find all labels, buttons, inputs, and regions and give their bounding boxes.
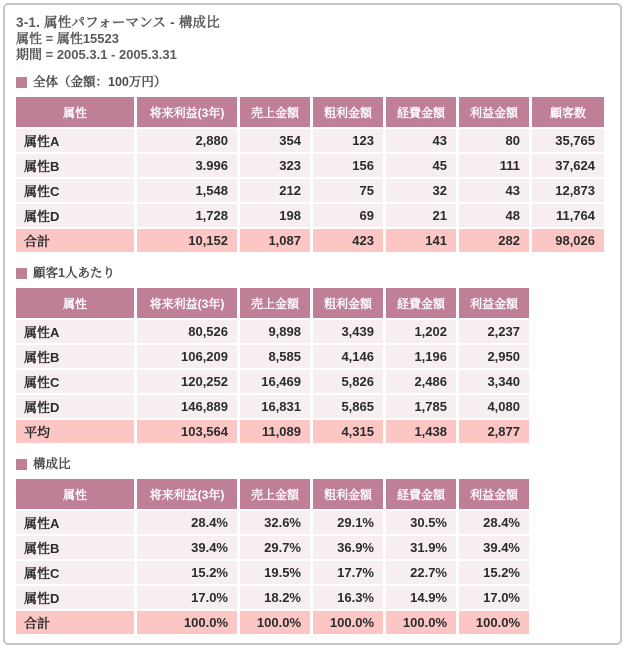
cell-value: 3,340 xyxy=(459,370,529,393)
cell-value: 1,548 xyxy=(137,179,237,202)
cell-value: 32 xyxy=(386,179,456,202)
cell-value: 146,889 xyxy=(137,395,237,418)
column-header: 利益金額 xyxy=(459,288,529,318)
report-section xyxy=(15,457,610,636)
row-label: 属性D xyxy=(16,586,134,609)
column-header: 属性 xyxy=(16,97,134,127)
section-header xyxy=(16,457,610,471)
table-row xyxy=(16,129,604,152)
column-header: 属性 xyxy=(16,288,134,318)
attribute-filter-line: 属性 = 属性15523 xyxy=(16,31,119,46)
row-label: 属性B xyxy=(16,154,134,177)
cell-value: 80,526 xyxy=(137,320,237,343)
cell-value: 43 xyxy=(386,129,456,152)
row-label: 属性C xyxy=(16,370,134,393)
period-line: 期間 = 2005.3.1 - 2005.3.31 xyxy=(16,47,177,62)
cell-value: 4,146 xyxy=(313,345,383,368)
column-header: 売上金額 xyxy=(240,479,310,509)
cell-value: 3.996 xyxy=(137,154,237,177)
report-section xyxy=(15,75,610,254)
header-row xyxy=(16,97,604,127)
total-row xyxy=(16,420,529,443)
cell-value: 123 xyxy=(313,129,383,152)
cell-value: 19.5% xyxy=(240,561,310,584)
cell-value: 423 xyxy=(313,229,383,252)
cell-value: 4,080 xyxy=(459,395,529,418)
data-table xyxy=(13,95,607,254)
cell-value: 141 xyxy=(386,229,456,252)
cell-value: 15.2% xyxy=(137,561,237,584)
cell-value: 29.7% xyxy=(240,536,310,559)
cell-value: 39.4% xyxy=(459,536,529,559)
table-row xyxy=(16,395,529,418)
header-row xyxy=(16,479,529,509)
cell-value: 28.4% xyxy=(459,511,529,534)
section-title: 構成比 xyxy=(33,457,71,471)
data-table xyxy=(13,477,532,636)
cell-value: 16.3% xyxy=(313,586,383,609)
row-label: 属性D xyxy=(16,395,134,418)
column-header: 将来利益(3年) xyxy=(137,479,237,509)
cell-value: 100.0% xyxy=(137,611,237,634)
cell-value: 16,831 xyxy=(240,395,310,418)
report-section xyxy=(15,266,610,445)
cell-value: 212 xyxy=(240,179,310,202)
column-header: 粗利金額 xyxy=(313,479,383,509)
cell-value: 18.2% xyxy=(240,586,310,609)
cell-value: 100.0% xyxy=(240,611,310,634)
cell-value: 1,728 xyxy=(137,204,237,227)
column-header: 将来利益(3年) xyxy=(137,288,237,318)
column-header: 売上金額 xyxy=(240,97,310,127)
cell-value: 22.7% xyxy=(386,561,456,584)
cell-value: 111 xyxy=(459,154,529,177)
cell-value: 2,877 xyxy=(459,420,529,443)
section-bullet-icon xyxy=(16,268,27,279)
cell-value: 37,624 xyxy=(532,154,604,177)
table-row xyxy=(16,204,604,227)
cell-value: 2,950 xyxy=(459,345,529,368)
cell-value: 10,152 xyxy=(137,229,237,252)
table-row xyxy=(16,320,529,343)
row-label: 属性A xyxy=(16,320,134,343)
row-label: 平均 xyxy=(16,420,134,443)
cell-value: 39.4% xyxy=(137,536,237,559)
table-row xyxy=(16,345,529,368)
cell-value: 5,865 xyxy=(313,395,383,418)
cell-value: 17.7% xyxy=(313,561,383,584)
cell-value: 323 xyxy=(240,154,310,177)
cell-value: 9,898 xyxy=(240,320,310,343)
section-bullet-icon xyxy=(16,459,27,470)
column-header: 経費金額 xyxy=(386,97,456,127)
column-header: 利益金額 xyxy=(459,97,529,127)
column-header: 経費金額 xyxy=(386,288,456,318)
cell-value: 2,237 xyxy=(459,320,529,343)
total-row xyxy=(16,229,604,252)
column-header: 属性 xyxy=(16,479,134,509)
cell-value: 198 xyxy=(240,204,310,227)
cell-value: 2,880 xyxy=(137,129,237,152)
cell-value: 1,087 xyxy=(240,229,310,252)
table-row xyxy=(16,179,604,202)
cell-value: 1,196 xyxy=(386,345,456,368)
column-header: 経費金額 xyxy=(386,479,456,509)
row-label: 属性C xyxy=(16,179,134,202)
section-header xyxy=(16,266,610,280)
cell-value: 3,439 xyxy=(313,320,383,343)
header-row xyxy=(16,288,529,318)
cell-value: 100.0% xyxy=(459,611,529,634)
section-title: 全体（金額：100万円） xyxy=(33,75,167,89)
cell-value: 354 xyxy=(240,129,310,152)
cell-value: 11,764 xyxy=(532,204,604,227)
cell-value: 15.2% xyxy=(459,561,529,584)
cell-value: 11,089 xyxy=(240,420,310,443)
row-label: 属性A xyxy=(16,511,134,534)
column-header: 粗利金額 xyxy=(313,288,383,318)
row-label: 属性B xyxy=(16,345,134,368)
cell-value: 21 xyxy=(386,204,456,227)
row-label: 合計 xyxy=(16,229,134,252)
cell-value: 282 xyxy=(459,229,529,252)
row-label: 属性A xyxy=(16,129,134,152)
table-row xyxy=(16,586,529,609)
cell-value: 17.0% xyxy=(137,586,237,609)
column-header: 将来利益(3年) xyxy=(137,97,237,127)
table-row xyxy=(16,370,529,393)
data-table xyxy=(13,286,532,445)
cell-value: 45 xyxy=(386,154,456,177)
cell-value: 69 xyxy=(313,204,383,227)
cell-value: 36.9% xyxy=(313,536,383,559)
cell-value: 28.4% xyxy=(137,511,237,534)
section-title: 顧客1人あたり xyxy=(33,266,115,280)
cell-value: 35,765 xyxy=(532,129,604,152)
section-header xyxy=(16,75,610,89)
cell-value: 8,585 xyxy=(240,345,310,368)
cell-value: 12,873 xyxy=(532,179,604,202)
cell-value: 17.0% xyxy=(459,586,529,609)
page-title: 3-1. 属性パフォーマンス - 構成比 xyxy=(16,15,220,30)
column-header: 利益金額 xyxy=(459,479,529,509)
table-row xyxy=(16,561,529,584)
table-row xyxy=(16,511,529,534)
cell-value: 120,252 xyxy=(137,370,237,393)
cell-value: 1,785 xyxy=(386,395,456,418)
cell-value: 2,486 xyxy=(386,370,456,393)
cell-value: 75 xyxy=(313,179,383,202)
cell-value: 98,026 xyxy=(532,229,604,252)
table-row xyxy=(16,536,529,559)
row-label: 合計 xyxy=(16,611,134,634)
cell-value: 43 xyxy=(459,179,529,202)
report-panel xyxy=(3,3,622,645)
cell-value: 1,438 xyxy=(386,420,456,443)
cell-value: 156 xyxy=(313,154,383,177)
cell-value: 29.1% xyxy=(313,511,383,534)
table-row xyxy=(16,154,604,177)
cell-value: 14.9% xyxy=(386,586,456,609)
cell-value: 30.5% xyxy=(386,511,456,534)
cell-value: 1,202 xyxy=(386,320,456,343)
cell-value: 103,564 xyxy=(137,420,237,443)
cell-value: 31.9% xyxy=(386,536,456,559)
cell-value: 48 xyxy=(459,204,529,227)
row-label: 属性C xyxy=(16,561,134,584)
column-header: 粗利金額 xyxy=(313,97,383,127)
cell-value: 100.0% xyxy=(313,611,383,634)
cell-value: 80 xyxy=(459,129,529,152)
column-header: 売上金額 xyxy=(240,288,310,318)
cell-value: 106,209 xyxy=(137,345,237,368)
row-label: 属性B xyxy=(16,536,134,559)
cell-value: 16,469 xyxy=(240,370,310,393)
column-header: 顧客数 xyxy=(532,97,604,127)
cell-value: 4,315 xyxy=(313,420,383,443)
section-bullet-icon xyxy=(16,77,27,88)
sections-container xyxy=(15,75,610,636)
row-label: 属性D xyxy=(16,204,134,227)
cell-value: 32.6% xyxy=(240,511,310,534)
cell-value: 100.0% xyxy=(386,611,456,634)
total-row xyxy=(16,611,529,634)
cell-value: 5,826 xyxy=(313,370,383,393)
